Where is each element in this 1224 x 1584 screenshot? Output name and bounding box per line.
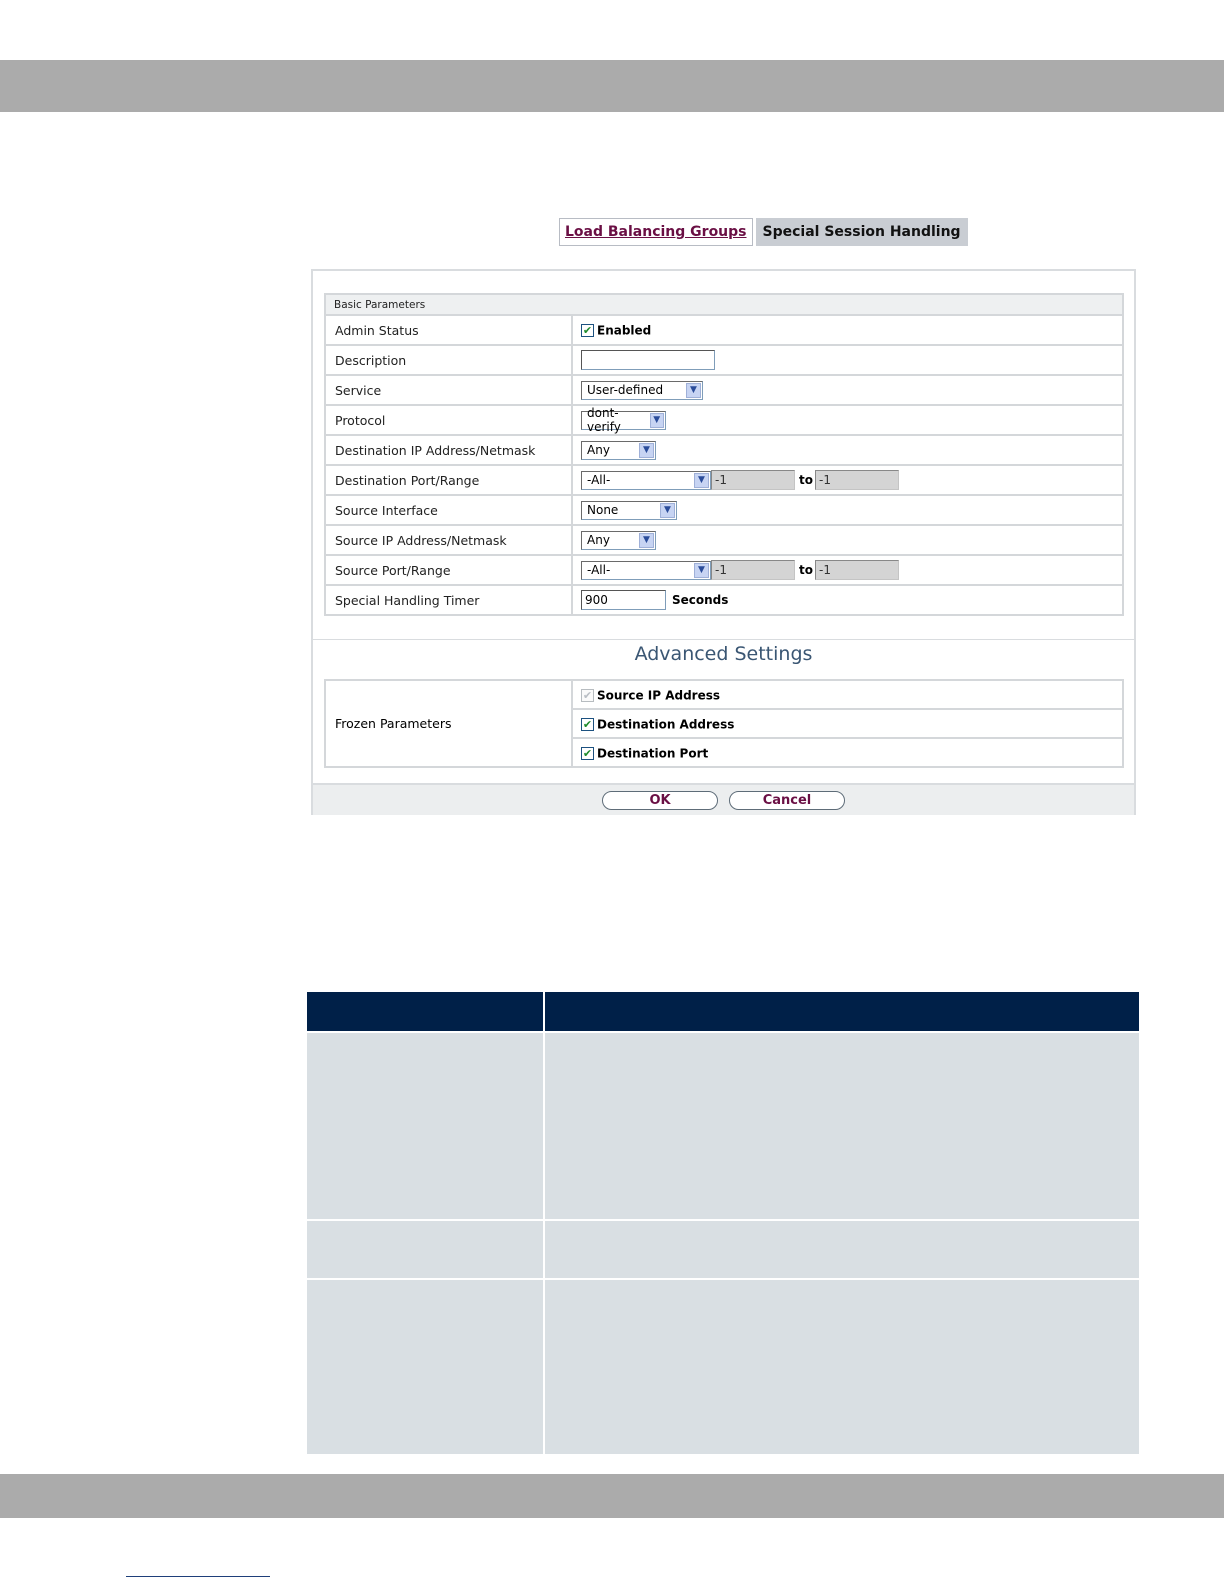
source-port-to-input[interactable]: -1 (815, 560, 899, 580)
config-panel (311, 269, 1136, 815)
destination-address-checkbox[interactable]: ✔ (582, 717, 593, 731)
advanced-divider (313, 639, 1134, 640)
header-cell-field (307, 992, 545, 1031)
section-header: Basic Parameters (325, 294, 1123, 315)
service-select[interactable] (581, 381, 703, 400)
frozen-parameters-table (324, 679, 1124, 768)
table-cell (545, 1033, 1139, 1219)
cancel-button[interactable]: Cancel (729, 791, 845, 810)
destination-ip-select[interactable] (581, 441, 656, 460)
source-ip-label: Source IP Address/Netmask (325, 525, 572, 555)
ok-button[interactable]: OK (602, 791, 718, 810)
source-port-label: Source Port/Range (325, 555, 572, 585)
footer-rule (126, 1576, 270, 1577)
source-ip-select-value: Any (587, 533, 610, 547)
special-handling-timer-input[interactable]: 900 (581, 590, 666, 610)
destination-ip-select-value: Any (587, 443, 610, 457)
chevron-down-icon: ▼ (660, 503, 675, 518)
frozen-parameters-label: Frozen Parameters (325, 680, 572, 767)
destination-port-label: Destination Port/Range (325, 465, 572, 495)
description-input[interactable] (581, 350, 715, 370)
destination-port-checkbox[interactable]: ✔ (582, 746, 593, 760)
source-ip-address-checkbox: ✔ (582, 688, 593, 702)
bottom-band (0, 1474, 1224, 1518)
admin-status-checkbox-label: Enabled (597, 323, 652, 338)
destination-ip-label: Destination IP Address/Netmask (325, 435, 572, 465)
advanced-settings-title: Advanced Settings (634, 643, 813, 665)
table-row (307, 1219, 1139, 1278)
source-port-from-input[interactable]: -1 (711, 560, 795, 580)
basic-parameters-table (324, 293, 1124, 616)
table-cell (545, 1280, 1139, 1454)
protocol-select-value: dont-verify (587, 406, 621, 434)
admin-status-checkbox[interactable]: ✔ (582, 324, 593, 338)
destination-port-select-value: -All- (587, 473, 611, 487)
source-interface-select[interactable] (581, 501, 677, 520)
chevron-down-icon: ▼ (694, 473, 709, 488)
chevron-down-icon: ▼ (639, 533, 654, 548)
admin-status-label: Admin Status (325, 315, 572, 345)
chevron-down-icon: ▼ (694, 563, 709, 578)
top-band (0, 60, 1224, 112)
source-port-to-label: to (799, 563, 813, 577)
special-handling-timer-label: Special Handling Timer (325, 585, 572, 615)
source-port-select-value: -All- (587, 563, 611, 577)
table-cell (307, 1221, 545, 1278)
button-bar (313, 783, 1134, 815)
table-cell (545, 1221, 1139, 1278)
source-interface-select-value: None (587, 503, 619, 517)
destination-address-label: Destination Address (597, 717, 735, 732)
description-label: Description (325, 345, 572, 375)
protocol-select[interactable] (581, 406, 666, 434)
table-row (307, 1031, 1139, 1219)
source-interface-label: Source Interface (325, 495, 572, 525)
service-select-value: User-defined (587, 383, 664, 397)
chevron-down-icon: ▼ (686, 383, 701, 398)
source-port-select[interactable] (581, 561, 711, 580)
table-cell (307, 1033, 545, 1219)
timer-unit-label: Seconds (671, 593, 729, 607)
destination-port-to-input[interactable]: -1 (815, 470, 899, 490)
service-label: Service (325, 375, 572, 405)
description-table (307, 992, 1139, 1454)
destination-port-option-label: Destination Port (597, 746, 709, 761)
source-ip-address-label: Source IP Address (597, 688, 721, 703)
tab-bar (559, 218, 968, 246)
description-table-header (307, 992, 1139, 1031)
protocol-label: Protocol (325, 405, 572, 435)
destination-port-to-label: to (799, 473, 813, 487)
chevron-down-icon: ▼ (639, 443, 654, 458)
destination-port-from-input[interactable]: -1 (711, 470, 795, 490)
table-row (307, 1278, 1139, 1454)
source-ip-select[interactable] (581, 531, 656, 550)
tab-special-session-handling[interactable]: Special Session Handling (756, 218, 968, 246)
destination-port-select[interactable] (581, 471, 711, 490)
tab-load-balancing-groups[interactable]: Load Balancing Groups (559, 218, 753, 246)
table-cell (307, 1280, 545, 1454)
chevron-down-icon: ▼ (650, 413, 664, 428)
